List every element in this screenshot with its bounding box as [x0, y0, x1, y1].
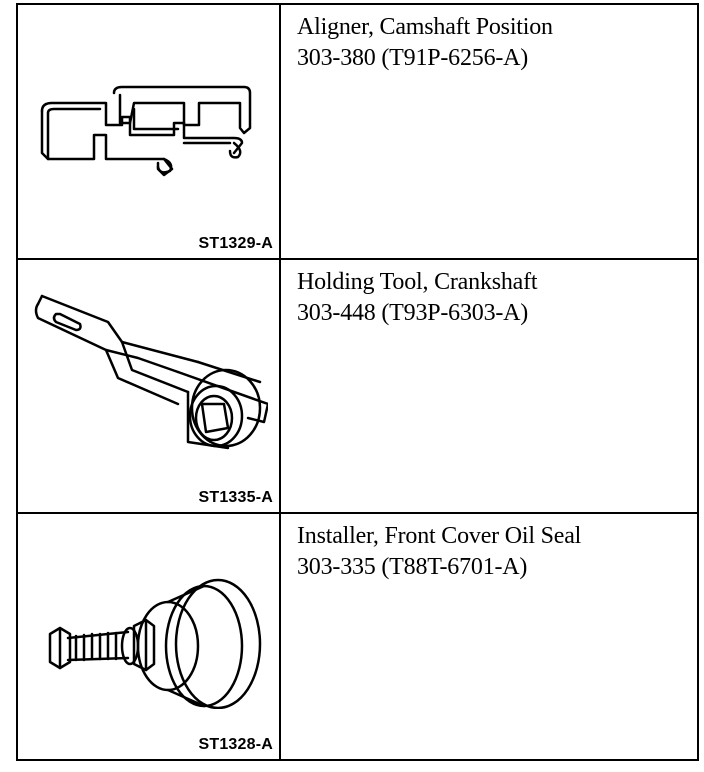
tool-description-cell [281, 260, 697, 512]
tool-row [18, 514, 697, 759]
tool-image-cell [18, 514, 281, 759]
tool-name: Aligner, Camshaft Position [297, 14, 553, 40]
tool-image-cell [18, 260, 281, 512]
camshaft-aligner-icon [34, 83, 264, 178]
figure-code: ST1328-A [198, 736, 273, 753]
figure-code: ST1329-A [198, 235, 273, 252]
tool-name: Installer, Front Cover Oil Seal [297, 523, 582, 549]
tool-number: 303-335 (T88T-6701-A) [297, 554, 528, 580]
tool-name: Holding Tool, Crankshaft [297, 269, 538, 295]
figure-code: ST1335-A [198, 489, 273, 506]
tool-description-cell [281, 514, 697, 759]
special-tools-table [16, 3, 699, 761]
tool-description-cell [281, 5, 697, 258]
tool-image-cell [18, 5, 281, 258]
oil-seal-installer-icon [28, 564, 273, 709]
tool-row [18, 5, 697, 260]
tool-row [18, 260, 697, 514]
tool-number: 303-380 (T91P-6256-A) [297, 45, 529, 71]
crankshaft-holding-tool-icon [28, 292, 268, 452]
tool-number: 303-448 (T93P-6303-A) [297, 300, 529, 326]
